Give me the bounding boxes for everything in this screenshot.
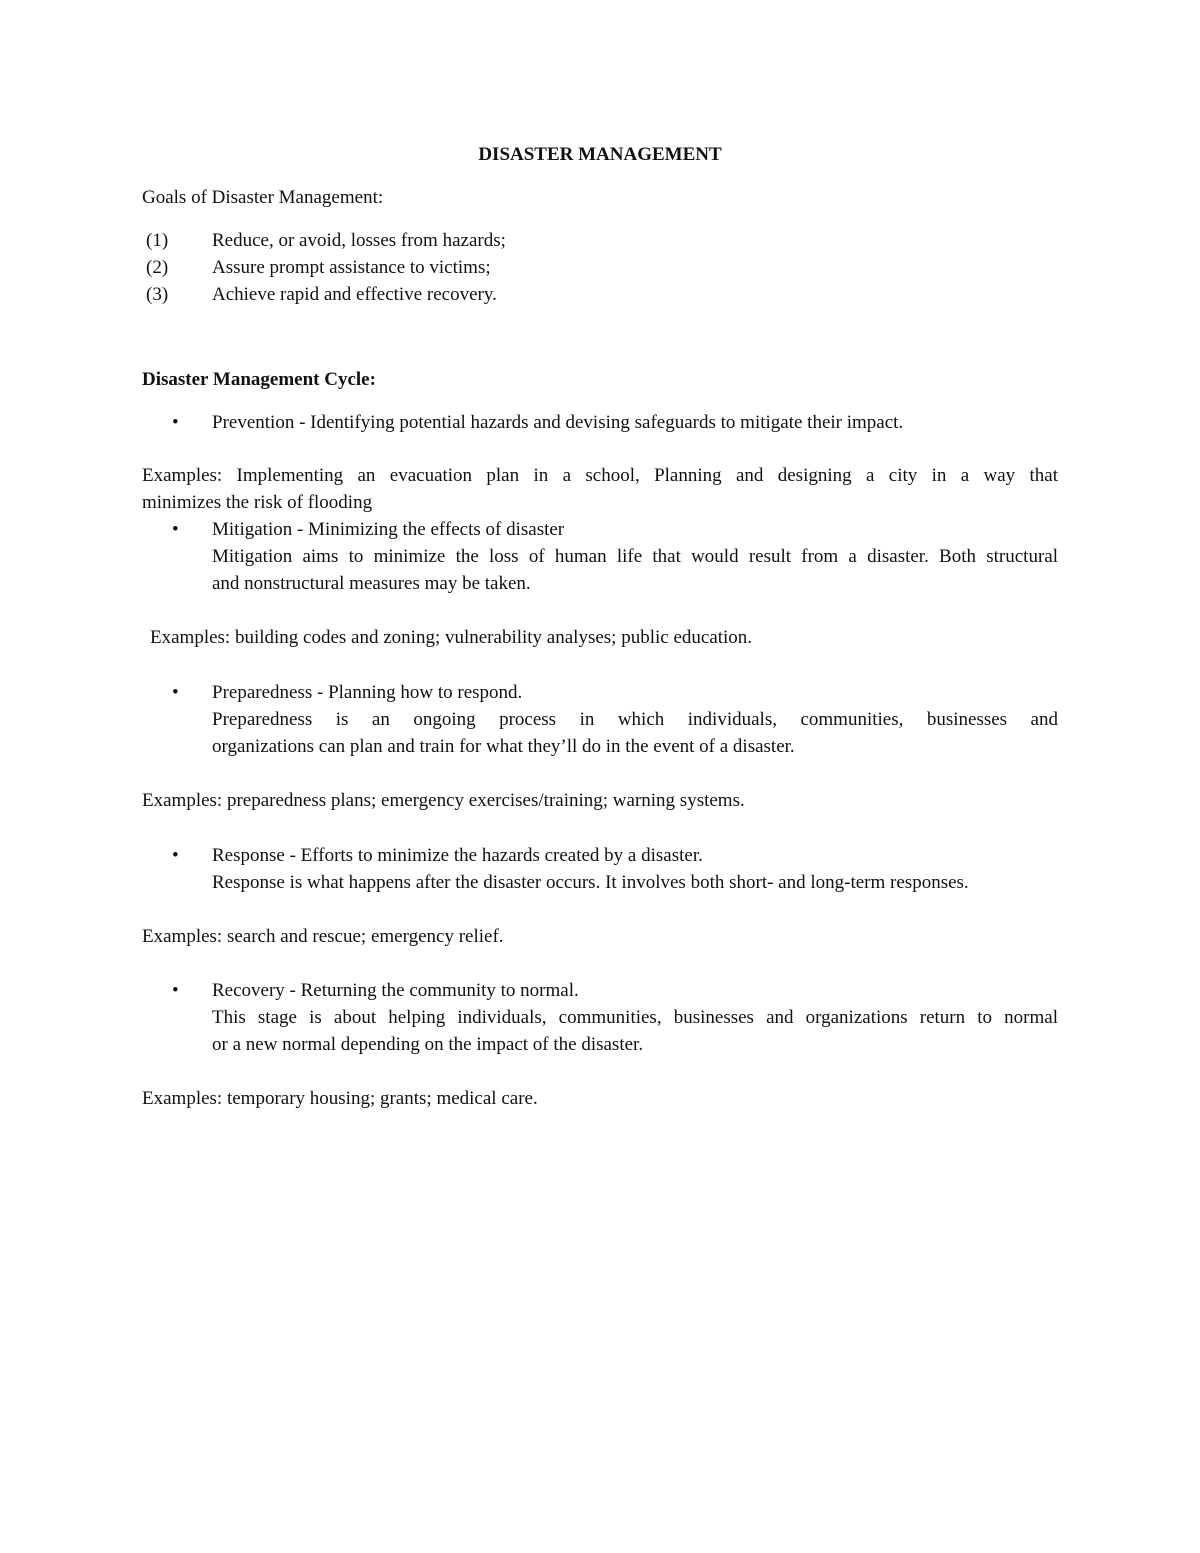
goal-text: Assure prompt assistance to victims;: [212, 257, 491, 278]
goal-number: (1): [146, 230, 169, 251]
response-desc-line1: Response is what happens after the disaster occurs. It involves both short- and long-term responses.: [212, 872, 969, 893]
preparedness-title: Preparedness - Planning how to respond.: [212, 682, 523, 703]
preparedness-examples: Examples: preparedness plans; emergency exercises/training; warning systems.: [142, 790, 745, 811]
bullet-icon: •: [172, 845, 179, 866]
recovery-desc-line1: This stage is about helping individuals, communities, businesses and organizations return to normal: [212, 1007, 1058, 1028]
goal-text: Achieve rapid and effective recovery.: [212, 284, 497, 305]
page-title: DISASTER MANAGEMENT: [478, 144, 722, 165]
preparedness-desc-line1: Preparedness is an ongoing process in which individuals, communities, businesses and: [212, 709, 1058, 730]
preparedness-desc-line2: organizations can plan and train for what they’ll do in the event of a disaster.: [212, 736, 795, 757]
mitigation-desc-line1: Mitigation aims to minimize the loss of human life that would result from a disaster. Both structural: [212, 546, 1058, 567]
recovery-desc-line2: or a new normal depending on the impact of the disaster.: [212, 1034, 644, 1055]
goal-number: (3): [146, 284, 169, 305]
mitigation-title: Mitigation - Minimizing the effects of disaster: [212, 519, 565, 540]
mitigation-desc-line2: and nonstructural measures may be taken.: [212, 573, 531, 594]
goals-heading: Goals of Disaster Management:: [142, 187, 384, 208]
prevention-examples-line1: Examples: Implementing an evacuation plan in a school, Planning and designing a city in a way that: [142, 465, 1058, 486]
bullet-icon: •: [172, 412, 179, 433]
goal-number: (2): [146, 257, 169, 278]
bullet-icon: •: [172, 682, 179, 703]
mitigation-examples: Examples: building codes and zoning; vulnerability analyses; public education.: [150, 627, 753, 648]
prevention-examples-line2: minimizes the risk of flooding: [142, 492, 373, 513]
response-title: Response - Efforts to minimize the hazards created by a disaster.: [212, 845, 703, 866]
recovery-title: Recovery - Returning the community to normal.: [212, 980, 579, 1001]
prevention-title: Prevention - Identifying potential hazards and devising safeguards to mitigate their impact.: [212, 412, 904, 433]
recovery-examples: Examples: temporary housing; grants; medical care.: [142, 1088, 538, 1109]
bullet-icon: •: [172, 980, 179, 1001]
cycle-heading: Disaster Management Cycle:: [142, 369, 376, 390]
goal-text: Reduce, or avoid, losses from hazards;: [212, 230, 506, 251]
bullet-icon: •: [172, 519, 179, 540]
response-examples: Examples: search and rescue; emergency relief.: [142, 926, 504, 947]
